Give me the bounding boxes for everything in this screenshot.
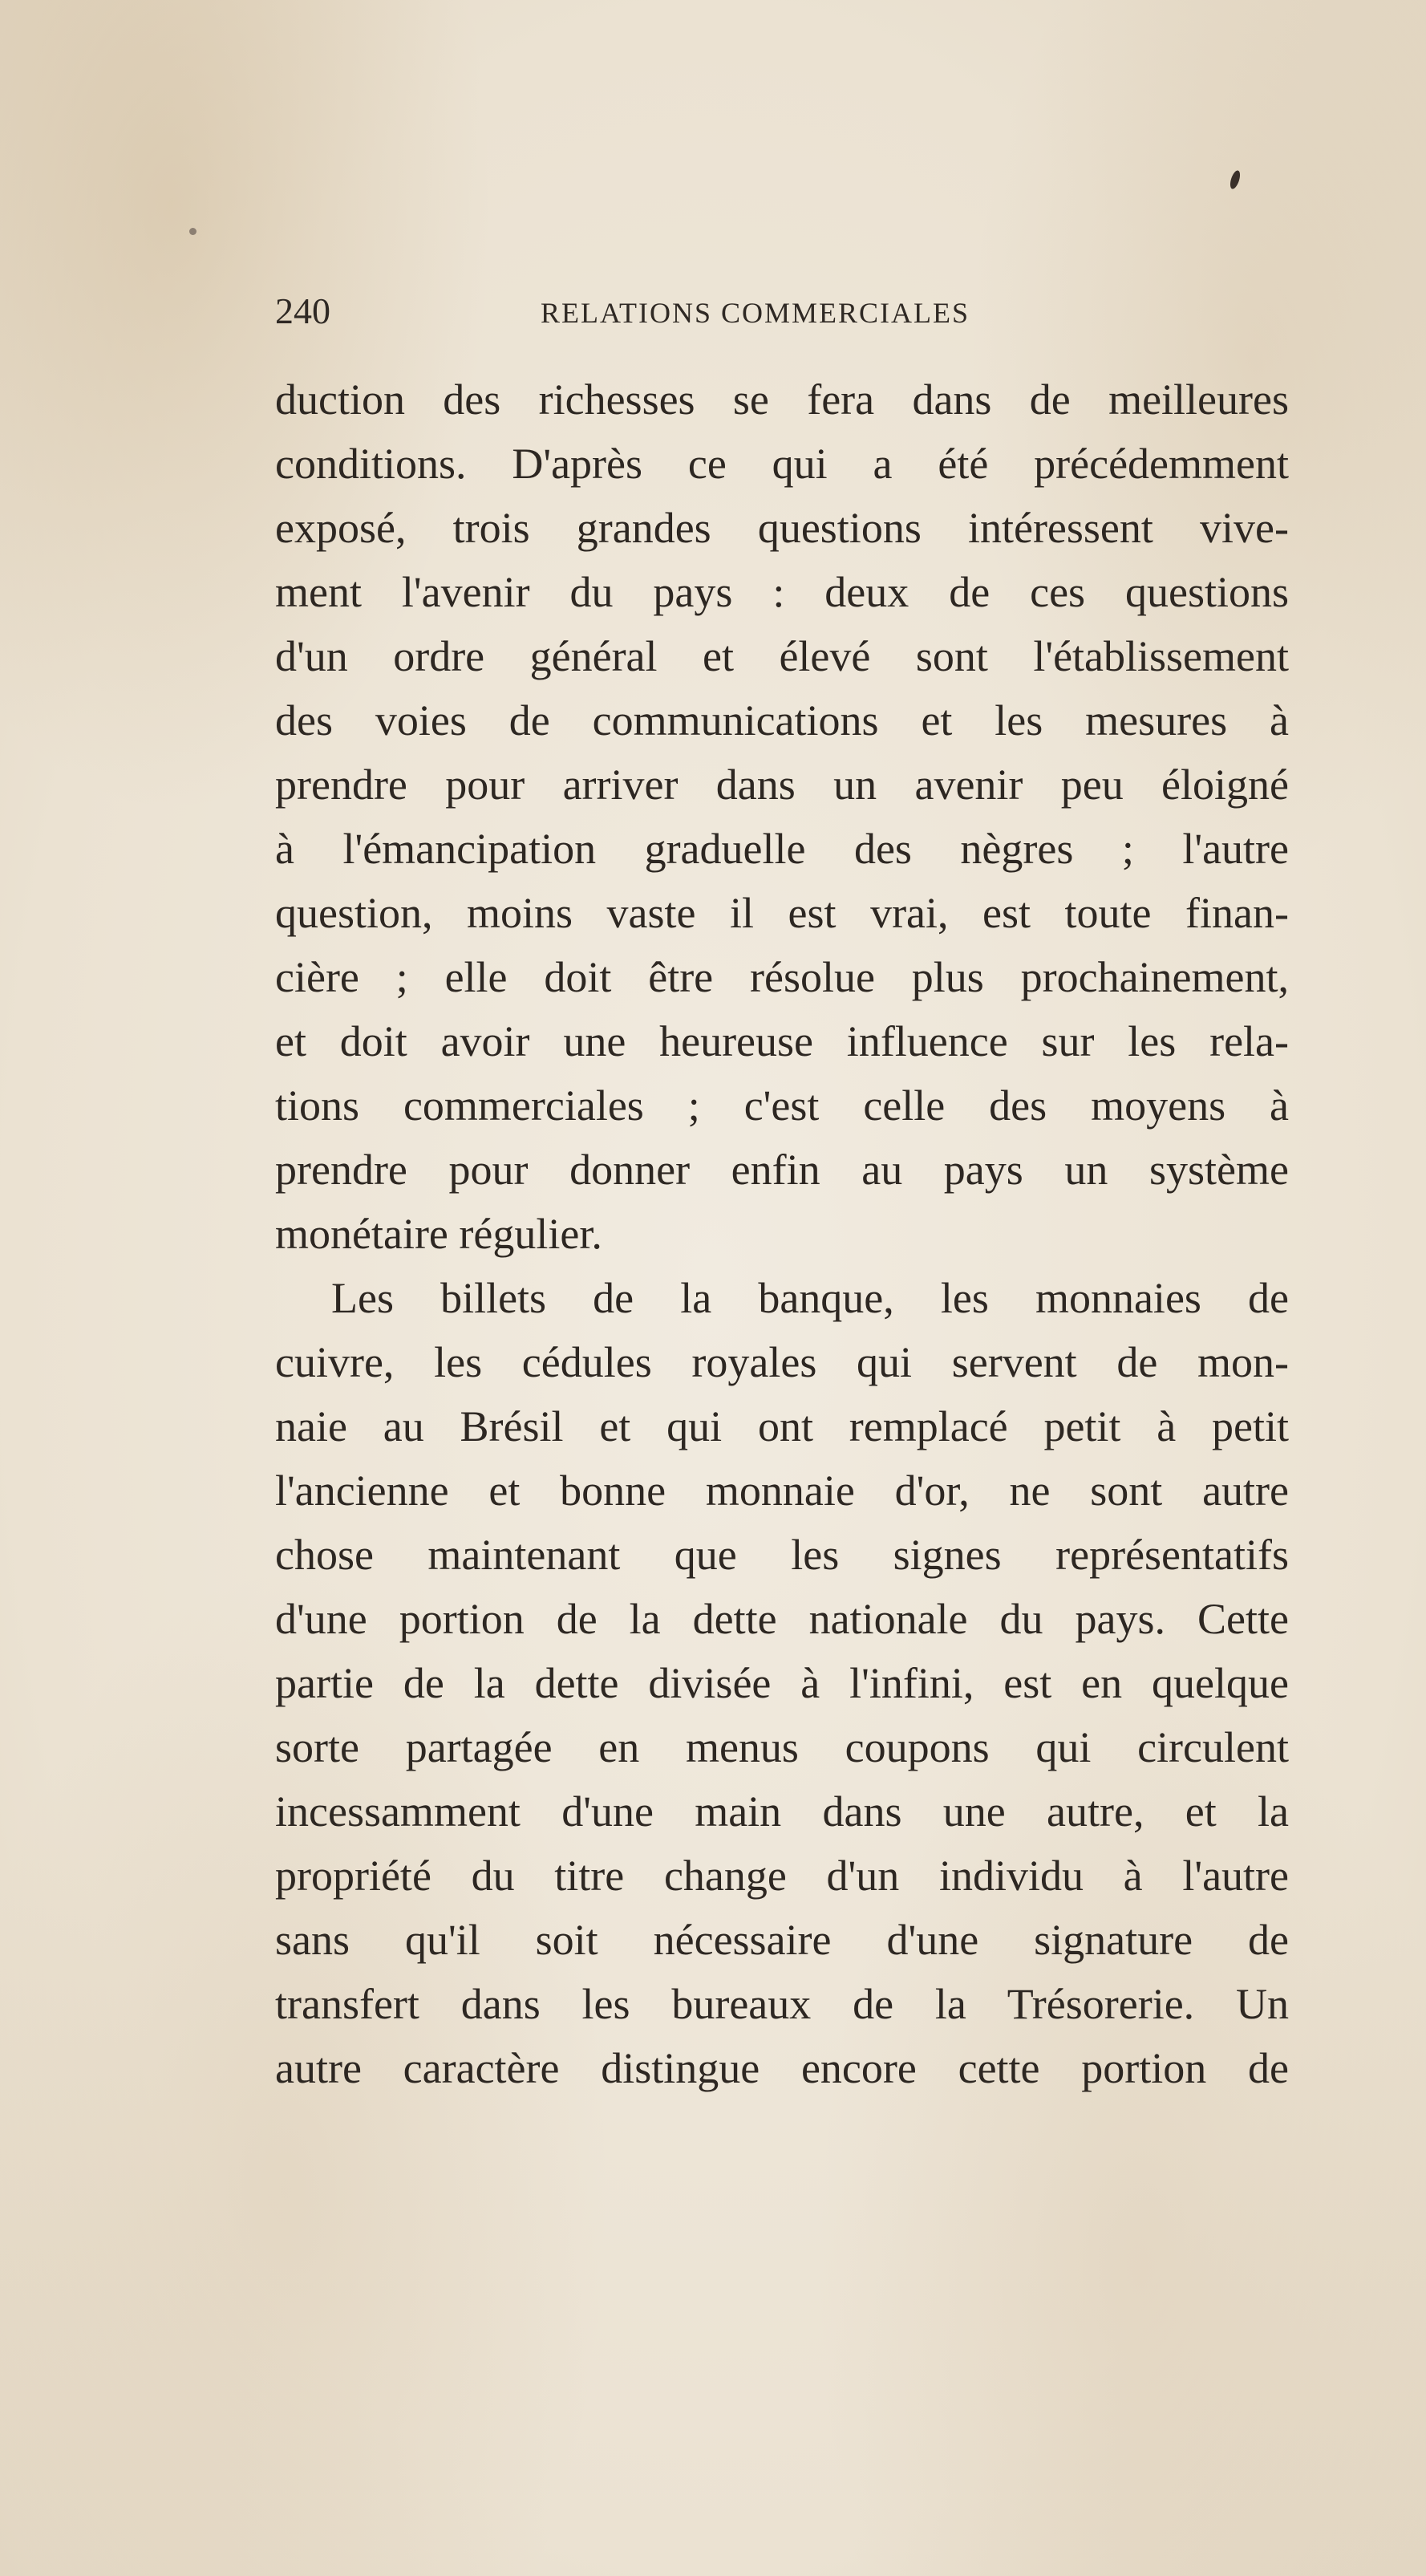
text-line: tions commerciales ; c'est celle des moyens à xyxy=(275,1081,1289,1130)
text-line: chose maintenant que les signes représentatifs xyxy=(275,1531,1289,1579)
text-line: Les billets de la banque, les monnaies de xyxy=(331,1274,1289,1322)
text-line: partie de la dette divisée à l'infini, est en quelque xyxy=(275,1659,1289,1707)
text-line: conditions. D'après ce qui a été précédemment xyxy=(275,440,1289,488)
text-line: prendre pour donner enfin au pays un système xyxy=(275,1146,1289,1194)
text-line: à l'émancipation graduelle des nègres ; l'autre xyxy=(275,825,1289,873)
ink-speck xyxy=(1229,169,1242,190)
text-line: sans qu'il soit nécessaire d'une signature de xyxy=(275,1916,1289,1964)
body-text xyxy=(275,367,1289,2100)
page-number: 240 xyxy=(275,290,330,331)
text-line: l'ancienne et bonne monnaie d'or, ne sont autre xyxy=(275,1466,1289,1515)
text-line: des voies de communications et les mesures à xyxy=(275,696,1289,744)
text-line: incessamment d'une main dans une autre, et la xyxy=(275,1787,1289,1836)
text-line: duction des richesses se fera dans de meilleures xyxy=(275,375,1289,424)
text-line: d'une portion de la dette nationale du pays. Cette xyxy=(275,1595,1289,1643)
paragraph-2 xyxy=(275,1266,1289,2100)
text-line: d'un ordre général et élevé sont l'établissement xyxy=(275,632,1289,680)
text-line: cuivre, les cédules royales qui servent de mon- xyxy=(275,1338,1289,1386)
text-line: sorte partagée en menus coupons qui circulent xyxy=(275,1723,1289,1771)
running-header xyxy=(275,287,1294,335)
text-line: et doit avoir une heureuse influence sur les rela- xyxy=(275,1017,1289,1065)
text-line: question, moins vaste il est vrai, est toute finan- xyxy=(275,889,1289,937)
text-line: ment l'avenir du pays : deux de ces questions xyxy=(275,568,1289,616)
ink-speck xyxy=(189,228,196,235)
text-line: naie au Brésil et qui ont remplacé petit à petit xyxy=(275,1402,1289,1450)
running-title: RELATIONS COMMERCIALES xyxy=(541,297,970,329)
text-line: autre caractère distingue encore cette portion de xyxy=(275,2044,1289,2092)
text-line: transfert dans les bureaux de la Trésorerie. Un xyxy=(275,1980,1289,2028)
text-line: propriété du titre change d'un individu à l'autre xyxy=(275,1852,1289,1900)
text-line: cière ; elle doit être résolue plus prochainement, xyxy=(275,953,1289,1001)
paragraph-1 xyxy=(275,367,1289,1266)
text-line: prendre pour arriver dans un avenir peu éloigné xyxy=(275,761,1289,809)
text-line: monétaire régulier. xyxy=(275,1210,602,1258)
text-line: exposé, trois grandes questions intéressent vive- xyxy=(275,504,1289,552)
